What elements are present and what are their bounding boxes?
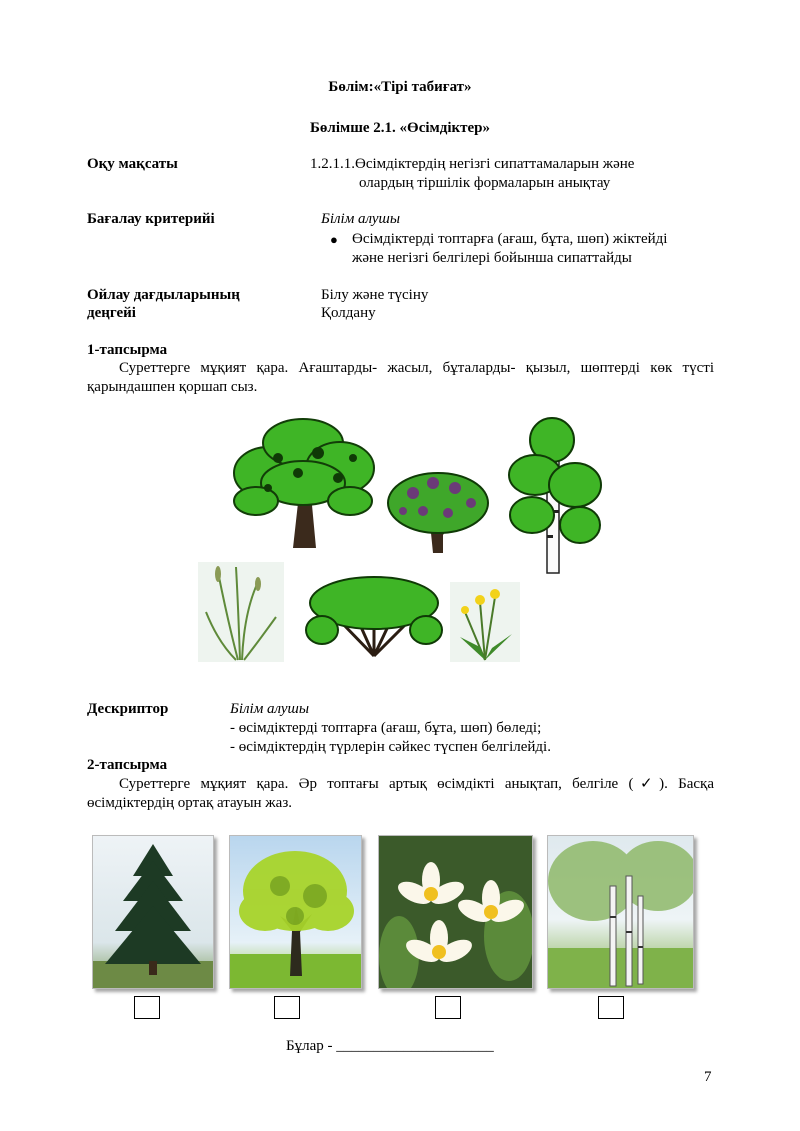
subsection-title: Бөлімше 2.1. «Өсімдіктер» <box>309 120 490 136</box>
oak-tree-photo <box>229 835 362 989</box>
objective-line-1: 1.2.1.1.Өсімдіктердің негізгі сипаттамаларын және <box>310 156 635 172</box>
task1-heading: 1-тапсырма <box>87 342 168 358</box>
grass-drawing <box>198 562 284 662</box>
round-bush-drawing <box>302 568 447 660</box>
thinking-value-1: Білу және түсіну <box>321 287 429 303</box>
criteria-line-1: Өсімдіктерді топтарға (ағаш, бұта, шөп) жіктейді <box>352 231 668 247</box>
objective-label: Оқу мақсаты <box>87 156 178 172</box>
spruce-tree-photo <box>92 835 214 989</box>
descriptor-item-2: - өсімдіктердің түрлерін сәйкес түспен белгілейді. <box>230 739 551 755</box>
bullet-icon: ● <box>330 232 338 247</box>
thinking-label-1: Ойлау дағдыларының <box>87 287 240 303</box>
checkbox-oak[interactable] <box>274 996 300 1019</box>
birch-trees-photo <box>547 835 694 989</box>
birch-tree-drawing <box>500 415 608 575</box>
checkbox-tulips[interactable] <box>435 996 461 1019</box>
oak-tree-drawing <box>228 413 378 553</box>
checkbox-birch[interactable] <box>598 996 624 1019</box>
objective-line-2: олардың тіршілік формаларын анықтау <box>359 175 611 191</box>
task2-heading: 2-тапсырма <box>87 757 168 773</box>
page-number: 7 <box>704 1069 712 1085</box>
thinking-label-2: деңгейі <box>87 305 136 321</box>
descriptor-item-1: - өсімдіктерді топтарға (ағаш, бұта, шөп) бөледі; <box>230 720 542 736</box>
section-title: Бөлім:«Тірі табиғат» <box>328 79 472 95</box>
dandelion-drawing <box>450 582 520 662</box>
task1-text-line-2: қарындашпен қоршап сыз. <box>87 379 258 395</box>
thinking-value-2: Қолдану <box>321 305 376 321</box>
descriptor-label: Дескриптор <box>87 701 169 717</box>
criteria-label: Бағалау критерийі <box>87 211 215 227</box>
task2-text-line-1: Суреттерге мұқият қара. Әр топтағы артық өсімдікті анықтап, белгіле (✓). Басқа <box>119 776 714 792</box>
checkbox-spruce[interactable] <box>134 996 160 1019</box>
descriptor-intro: Білім алушы <box>230 701 310 717</box>
criteria-line-2: және негізгі белгілері бойынша сипаттайды <box>352 250 632 266</box>
answer-prompt: Бұлар - _____________________ <box>286 1038 494 1054</box>
criteria-intro: Білім алушы <box>321 211 401 227</box>
lilac-bush-drawing <box>383 463 493 555</box>
tulip-flowers-photo <box>378 835 533 989</box>
task1-text-line-1: Суреттерге мұқият қара. Ағаштарды- жасыл, бұталарды- қызыл, шөптерді көк түсті <box>119 360 714 376</box>
criteria-bullet <box>330 230 730 268</box>
task2-text-line-2: өсімдіктердің ортақ атауын жаз. <box>87 795 292 811</box>
